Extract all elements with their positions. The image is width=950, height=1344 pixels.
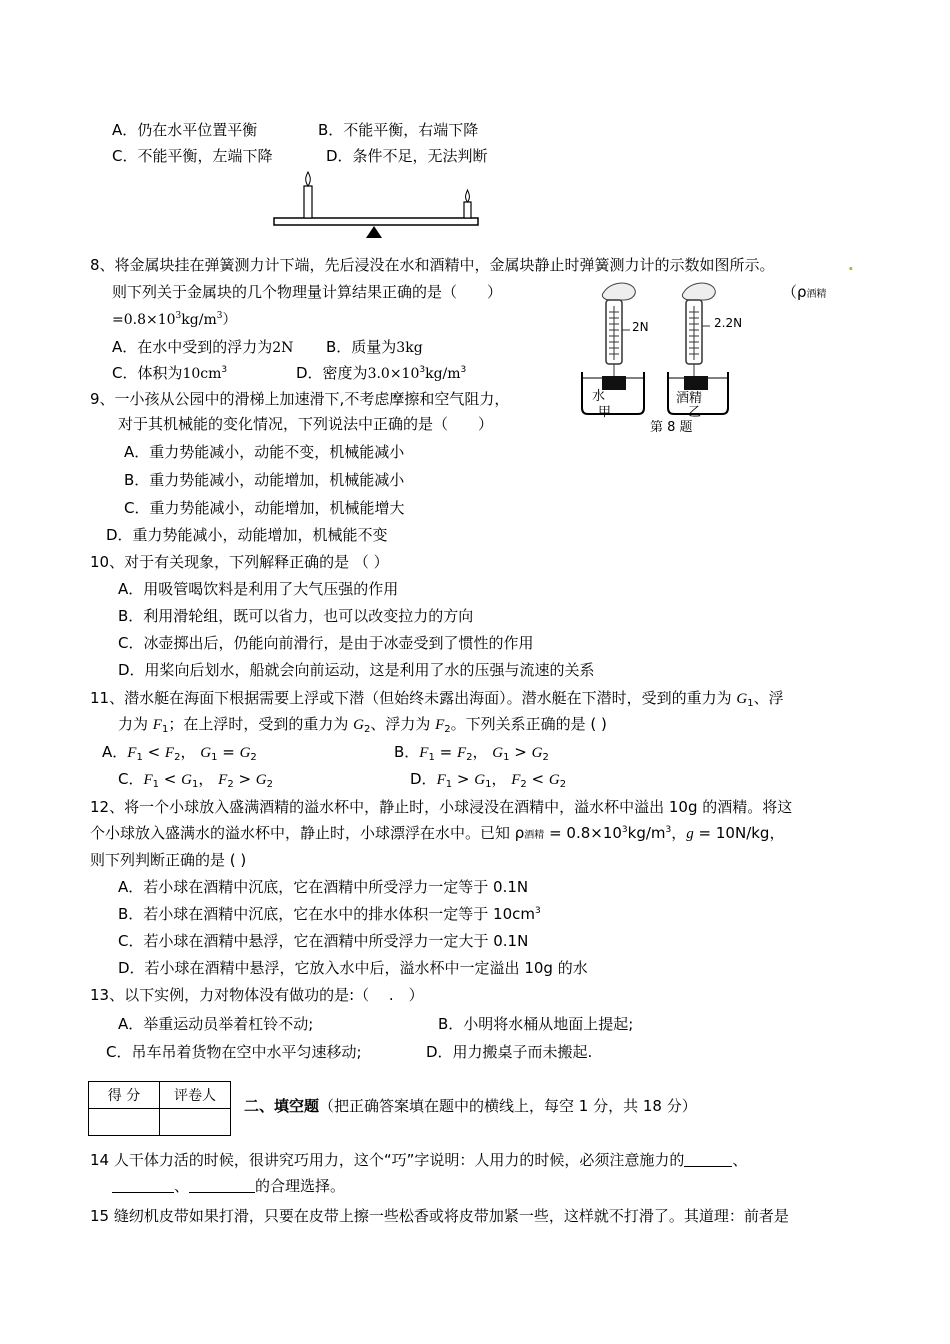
q11-stem-line1: 11、潜水艇在海面下根据需要上浮或下潜（但始终未露出海面）。潜水艇在下潜时，受到的重力为 $G_1$、浮 [90, 689, 784, 709]
label-jia: 甲 [598, 405, 612, 420]
q14-line2: 、 的合理选择。 [112, 1176, 345, 1196]
q13-stem: 13、以下实例，力对物体没有做功的是:（ . ） [90, 986, 424, 1004]
q9-stem-line1: 9、一小孩从公园中的滑梯上加速滑下,不考虑摩擦和空气阻力， [90, 390, 510, 408]
q9-option-c: C．重力势能减小，动能增加，机械能增大 [124, 499, 405, 517]
q8-figure [576, 278, 776, 438]
q9-stem-line2: 对于其机械能的变化情况，下列说法中正确的是（ ） [118, 415, 494, 433]
left-scale-reading: 2N [632, 320, 649, 334]
q7-option-d: D．条件不足，无法判断 [326, 147, 488, 165]
q15-line1: 15 缝纫机皮带如果打滑，只要在皮带上擦一些松香或将皮带加紧一些，这样就不打滑了。其道理：前者是 [90, 1207, 789, 1225]
q8-option-d: D．密度为$3.0\times 10^3kg/m^3$ [296, 364, 467, 382]
q9-option-d: D．重力势能减小，动能增加，机械能不变 [106, 526, 388, 544]
q9-option-a: A．重力势能减小，动能不变，机械能减小 [124, 443, 405, 461]
score-table [88, 1081, 231, 1136]
score-label: 得 分 [89, 1082, 160, 1109]
left-hand-icon [602, 283, 635, 300]
right-metal-block [684, 376, 708, 390]
q8-density-label: （ρ酒精 [782, 283, 827, 301]
grader-cell[interactable] [160, 1109, 231, 1136]
q13-option-c: C．吊车吊着货物在空中水平匀速移动; [106, 1043, 362, 1061]
right-beaker-label: 酒精 [676, 391, 703, 406]
lever-candles-figure [268, 168, 488, 244]
q10-option-d: D．用桨向后划水，船就会向前运动，这是利用了水的压强与流速的关系 [118, 661, 595, 679]
q8-stem-line2: 则下列关于金属块的几个物理量计算结果正确的是（ ） [112, 283, 503, 301]
q11-option-c: C．$F_1 < G_1$， $F_2 > G_2$ [118, 770, 274, 790]
right-flame-icon [466, 190, 470, 202]
q7-option-c: C．不能平衡，左端下降 [112, 147, 273, 165]
q10-option-a: A．用吸管喝饮料是利用了大气压强的作用 [118, 580, 399, 598]
q8-option-b: B．质量为3kg [326, 338, 423, 356]
q14-blank-3[interactable] [189, 1178, 255, 1193]
q12-option-d: D．若小球在酒精中悬浮，它放入水中后，溢水杯中一定溢出 10g 的水 [118, 959, 588, 977]
q12-stem-line3: 则下列判断正确的是 ( ) [90, 851, 247, 869]
q12-stem-line2: 个小球放入盛满水的溢水杯中，静止时，小球漂浮在水中。已知 ρ酒精 = $0.8\times 10^3kg/m^3$，g = 10N/kg， [90, 824, 785, 842]
grader-label: 评卷人 [160, 1082, 231, 1109]
stray-dot: . [848, 256, 854, 274]
q13-option-b: B．小明将水桶从地面上提起; [438, 1015, 634, 1033]
q8-density-value: $=0.8\times 10^3kg/m^3$） [112, 311, 237, 328]
q11-stem-line2: 力为 $F_1$；在上浮时，受到的重力为 $G_2$、浮力为 $F_2$。下列关系正确的是 ( ) [118, 715, 607, 735]
q13-option-d: D．用力搬桌子而未搬起. [426, 1043, 593, 1061]
q10-stem: 10、对于有关现象，下列解释正确的是 （ ） [90, 553, 389, 571]
fulcrum-triangle [366, 226, 382, 238]
section2-heading: 二、填空题（把正确答案填在题中的横线上，每空 1 分，共 18 分） [244, 1097, 697, 1115]
right-scale-reading: 2.2N [714, 316, 743, 330]
left-candle [304, 186, 312, 218]
right-candle [464, 202, 471, 218]
q7-option-a: A．仍在水平位置平衡 [112, 121, 258, 139]
q12-option-a: A．若小球在酒精中沉底，它在酒精中所受浮力一定等于 0.1N [118, 878, 529, 896]
left-metal-block [602, 376, 626, 390]
q14-blank-2[interactable] [112, 1178, 174, 1193]
q13-option-a: A．举重运动员举着杠铃不动; [118, 1015, 314, 1033]
q11-option-b: B．$F_1 = F_2$， $G_1 > G_2$ [394, 743, 549, 763]
q12-option-c: C．若小球在酒精中悬浮，它在酒精中所受浮力一定大于 0.1N [118, 932, 529, 950]
q11-option-d: D．$F_1 > G_1$， $F_2 < G_2$ [410, 770, 567, 790]
q8-option-c: C．体积为$10cm^3$ [112, 364, 228, 382]
q12-stem-line1: 12、将一个小球放入盛满酒精的溢水杯中，静止时，小球浸没在酒精中，溢水杯中溢出 10g 的酒精。将这 [90, 798, 793, 816]
left-flame-icon [306, 172, 311, 186]
label-yi: 乙 [688, 405, 702, 420]
q9-option-b: B．重力势能减小，动能增加，机械能减小 [124, 471, 405, 489]
left-beaker-label: 水 [592, 389, 606, 404]
q14-line1: 14 人干体力活的时候，很讲究巧用力，这个“巧”字说明：人用力的时候，必须注意施力的 、 [90, 1151, 748, 1169]
figure-caption: 第 8 题 [650, 420, 693, 435]
q10-option-c: C．冰壶掷出后，仍能向前滑行，是由于冰壶受到了惯性的作用 [118, 634, 534, 652]
q14-blank-1[interactable] [684, 1152, 732, 1167]
q12-option-b: B．若小球在酒精中沉底，它在水中的排水体积一定等于 $10cm^3$ [118, 905, 541, 923]
lever-bar [274, 218, 478, 225]
q10-option-b: B．利用滑轮组，既可以省力，也可以改变拉力的方向 [118, 607, 474, 625]
score-cell[interactable] [89, 1109, 160, 1136]
q8-option-a: A．在水中受到的浮力为2N [112, 338, 294, 356]
right-hand-icon [682, 283, 715, 300]
q7-option-b: B．不能平衡，右端下降 [318, 121, 479, 139]
q8-stem-line1: 8、将金属块挂在弹簧测力计下端，先后浸没在水和酒精中，金属块静止时弹簧测力计的示数如图所示。 [90, 256, 775, 274]
q11-option-a: A．$F_1 < F_2$， $G_1 = G_2$ [102, 743, 257, 763]
